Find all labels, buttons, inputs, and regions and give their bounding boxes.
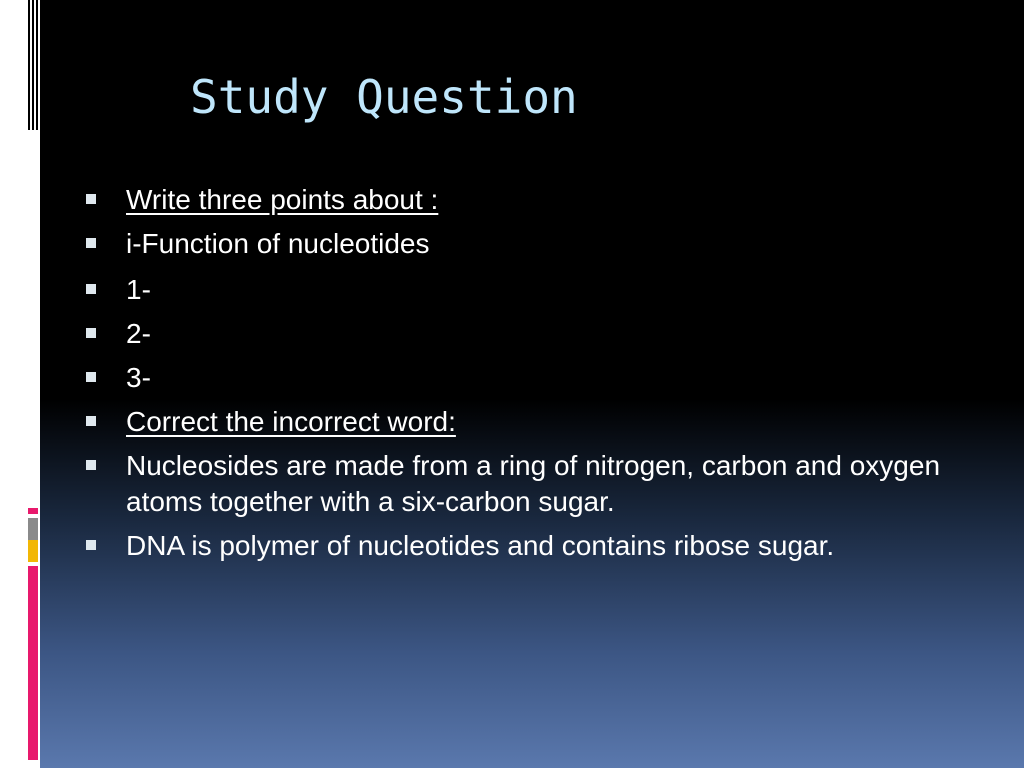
bullet-square-icon <box>86 194 96 204</box>
bullet-item <box>86 360 966 396</box>
bullet-square-icon <box>86 460 96 470</box>
bullet-square-icon <box>86 416 96 426</box>
slide-decoration <box>28 0 38 130</box>
bullet-item <box>86 404 966 440</box>
bullet-text: Write three points about : <box>126 184 439 215</box>
bullet-square-icon <box>86 372 96 382</box>
accent-bar-pink <box>28 566 38 760</box>
slide-title: Study Question <box>190 70 578 124</box>
bullet-item <box>86 272 966 308</box>
bullet-square-icon <box>86 328 96 338</box>
accent-bar-pink-top <box>28 508 38 514</box>
bullet-square-icon <box>86 284 96 294</box>
accent-bar-yellow <box>28 540 38 562</box>
bullet-list <box>86 182 966 564</box>
bullet-item <box>86 448 966 520</box>
accent-bar-gray <box>28 518 38 540</box>
bullet-item <box>86 316 966 352</box>
bullet-text: 2- <box>126 318 151 349</box>
bullet-item <box>86 182 966 218</box>
bullet-text: 1- <box>126 274 151 305</box>
bullet-text: 3- <box>126 362 151 393</box>
bullet-text: Nucleosides are made from a ring of nitrogen, carbon and oxygen atoms together with a six-carbon sugar. <box>126 450 941 517</box>
bullet-item <box>86 528 966 564</box>
bullet-square-icon <box>86 238 96 248</box>
bullet-text: DNA is polymer of nucleotides and contains ribose sugar. <box>126 530 835 561</box>
bullet-text: i-Function of nucleotides <box>126 228 430 259</box>
bullet-square-icon <box>86 540 96 550</box>
bullet-text: Correct the incorrect word: <box>126 406 456 437</box>
bullet-item <box>86 226 966 262</box>
